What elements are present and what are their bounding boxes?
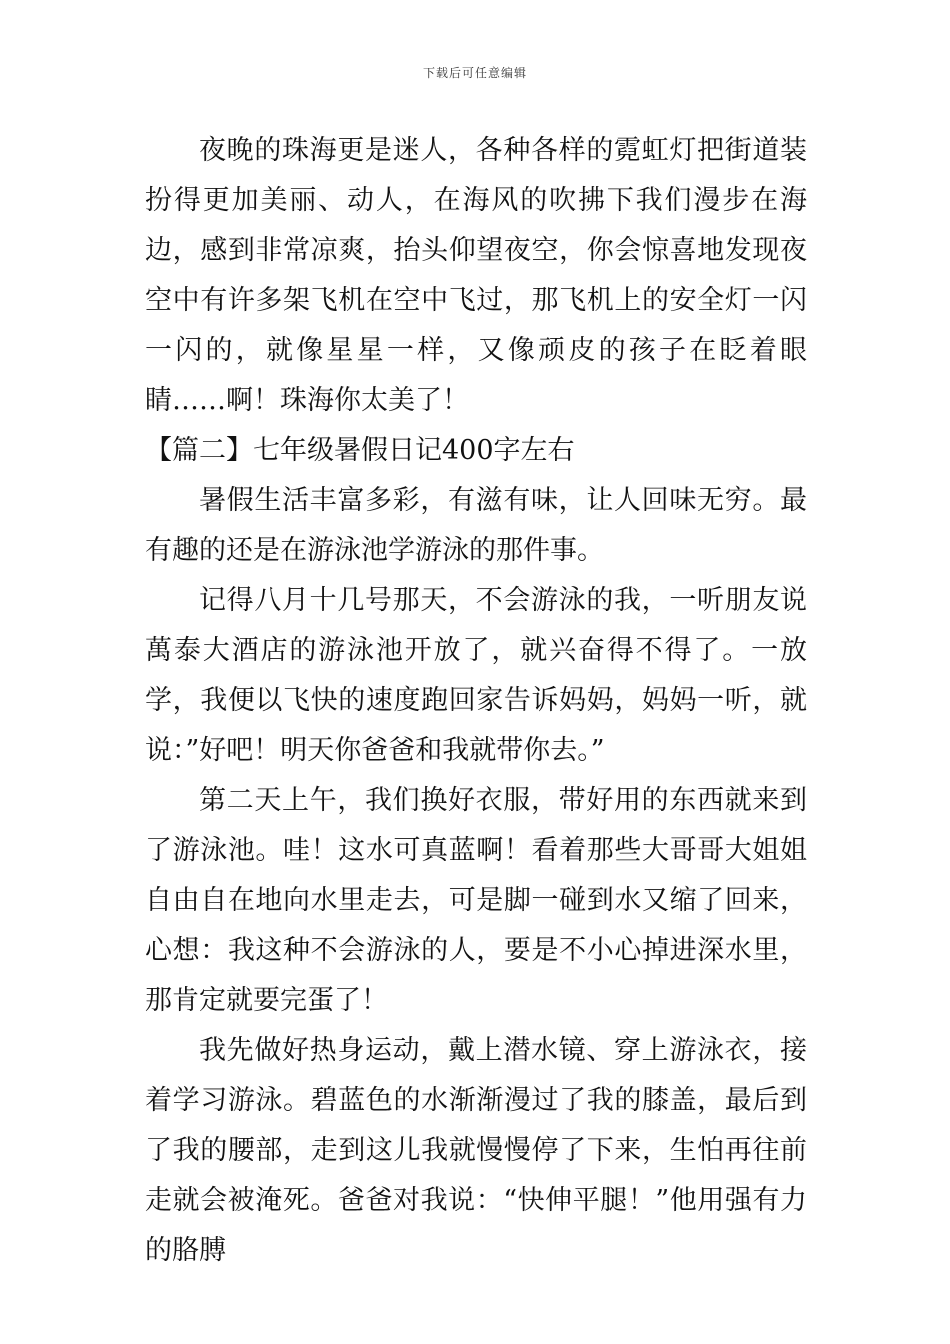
document-body	[145, 126, 807, 1276]
paragraph-night-zhuhai: 夜晚的珠海更是迷人，各种各样的霓虹灯把街道装扮得更加美丽、动人，在海风的吹拂下我们漫步在海边，感到非常凉爽，抬头仰望夜空，你会惊喜地发现夜空中有许多架飞机在空中飞过，那飞机上的安全灯一闪一闪的，就像星星一样，又像顽皮的孩子在眨着眼睛……啊！珠海你太美了！	[145, 135, 807, 416]
section-heading: 【篇二】七年级暑假日记400字左右	[145, 435, 575, 466]
paragraph-pool-opening: 记得八月十几号那天，不会游泳的我，一听朋友说萬泰大酒店的游泳池开放了，就兴奋得不得了。一放学，我便以飞快的速度跑回家告诉妈妈，妈妈一听，就说：”好吧！明天你爸爸和我就带你去。”	[145, 585, 807, 766]
header-note: 下载后可任意编辑	[422, 66, 527, 80]
paragraph-next-morning: 第二天上午，我们换好衣服，带好用的东西就来到了游泳池。哇！这水可真蓝啊！看着那些大哥哥大姐姐自由自在地向水里走去，可是脚一碰到水又缩了回来，心想：我这种不会游泳的人，要是不小心掉进深水里，那肯定就要完蛋了！	[145, 785, 807, 1016]
paragraph-summer-life: 暑假生活丰富多彩，有滋有味，让人回味无穷。最有趣的还是在游泳池学游泳的那件事。	[145, 485, 807, 566]
paragraph-learning-swim: 我先做好热身运动，戴上潜水镜、穿上游泳衣，接着学习游泳。碧蓝色的水渐渐漫过了我的膝盖，最后到了我的腰部，走到这儿我就慢慢停了下来，生怕再往前走就会被淹死。爸爸对我说：“快伸平腿！”他用强有力的胳膊	[145, 1035, 807, 1266]
